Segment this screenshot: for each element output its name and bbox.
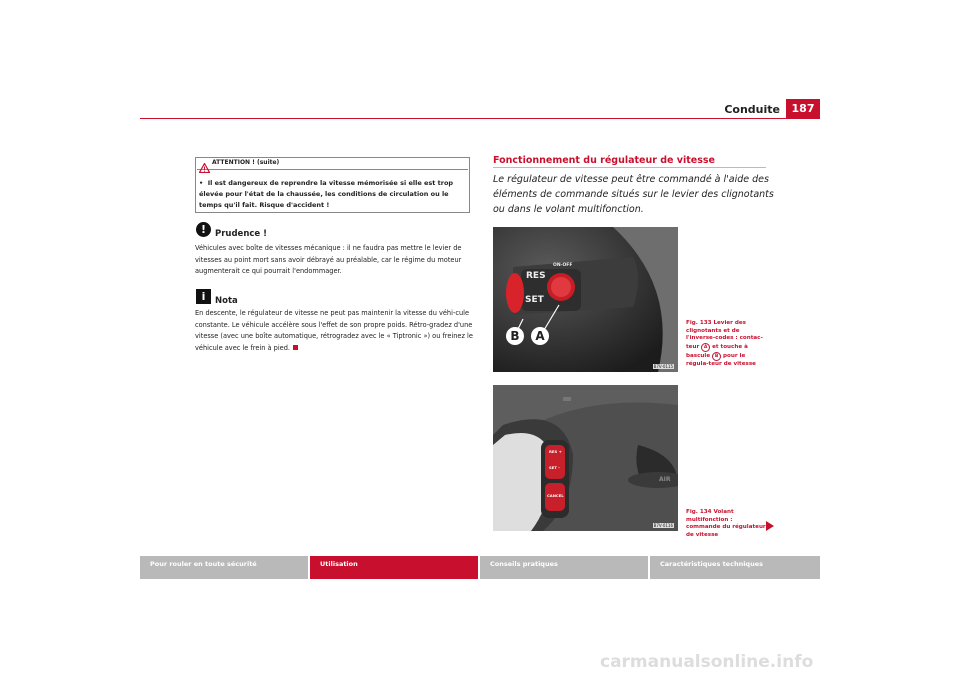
footer-tab-caracteristiques[interactable]: Caractéristiques techniques [650, 556, 820, 579]
warning-text [199, 178, 467, 211]
warning-body-text: Il est dangereux de reprendre la vitesse mémorisée si elle est trop élevée pour l'état de la chaussée, les conditions de circulation ou le temps qu'il fait. Risque d'accident ! [199, 179, 454, 209]
on-off-label: ON-OFF [553, 263, 573, 268]
warning-triangle-icon [199, 158, 210, 177]
cancel-label: CANCEL [547, 493, 564, 498]
warning-bullet: • [199, 179, 204, 187]
caution-circle-icon: ! [196, 222, 211, 237]
figure-134-steering-wheel-image [493, 385, 678, 531]
footer-tab-utilisation[interactable]: Utilisation [310, 556, 478, 579]
callout-b-badge: B [712, 352, 721, 361]
figure-code: B7V-0115 [653, 364, 673, 369]
page-number: 187 [786, 99, 820, 119]
nota-text [195, 308, 480, 354]
callout-b: B [506, 327, 524, 345]
figure-133-stalk-image [493, 227, 678, 372]
set-minus-label: SET - [549, 465, 560, 470]
caption-133-post: pour le régula-teur de vitesse [686, 352, 756, 367]
figure-133-caption [686, 320, 766, 368]
set-label: SET [525, 295, 544, 305]
running-header-section: Conduite [724, 103, 780, 116]
warning-title: ATTENTION ! (suite) [212, 159, 280, 166]
footer-tab-securite[interactable]: Pour rouler en toute sécurité [140, 556, 308, 579]
caption-133-mid: et touche à bascule [686, 343, 748, 359]
section-intro: Le régulateur de vitesse peut être commandé à l'aide des éléments de commande situés sur le levier des clignotants ou dans le volant multifonction. [493, 174, 774, 215]
res-label: RES [526, 271, 546, 281]
section-title: Fonctionnement du régulateur de vitesse [493, 155, 715, 166]
continue-arrow-icon [766, 521, 774, 531]
airbag-label: AIR [659, 476, 671, 483]
prudence-text: Véhicules avec boîte de vitesses mécanique : il ne faudra pas mettre le levier de vitesses au point mort sans avoir débrayé au préalable, car le régime du moteur augmenterait ce qui pourrait l'endommager. [195, 244, 462, 275]
nota-body-text: En descente, le régulateur de vitesse ne peut pas maintenir la vitesse du véhi-cule constante. Le véhicule accélère sous l'effet de son propre poids. Rétro-gradez d'une vitesse (avec une boîte automatique, rétrogradez avec le « Tiptronic ») ou freinez le véhicule avec le frein à pied. [195, 309, 473, 352]
callout-a: A [531, 327, 549, 345]
figure-code: B7V-0116 [653, 523, 673, 528]
prudence-title: Prudence ! [215, 229, 268, 239]
figure-134-caption: Fig. 134 Volant multifonction : commande du régulateur de vitesse [686, 509, 766, 538]
watermark: carmanualsonline.info [600, 652, 814, 672]
end-of-section-mark [293, 345, 298, 350]
nota-title: Nota [215, 296, 238, 306]
header-rule [140, 118, 820, 119]
caption-133-pre: Fig. 133 Levier des clignotants et de l'inverse-codes : contac-teur [686, 320, 763, 350]
res-plus-label: RES + [549, 449, 562, 454]
footer-tab-conseils[interactable]: Conseils pratiques [480, 556, 648, 579]
callout-a-badge: A [701, 343, 710, 352]
info-icon: i [196, 289, 211, 304]
section-rule [493, 167, 766, 168]
